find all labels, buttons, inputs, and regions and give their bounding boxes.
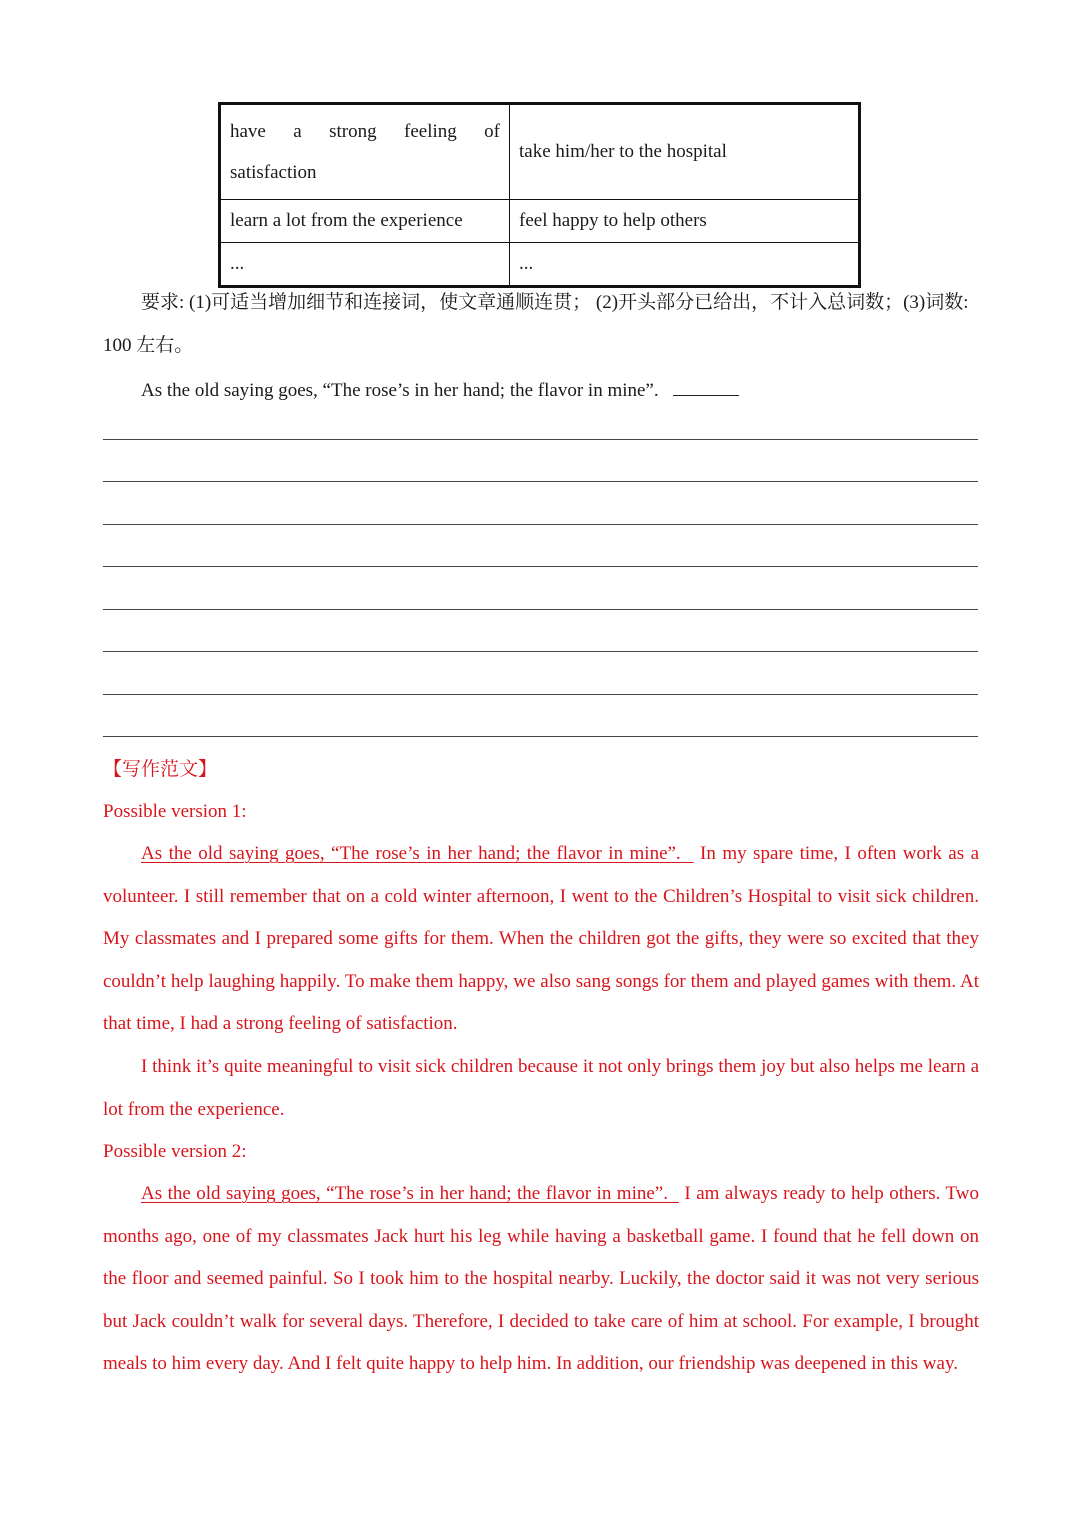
table-cell: have a strong feeling of satisfaction xyxy=(220,104,510,200)
version-2-body: I am always ready to help others. Two months ago, one of my classmates Jack hurt his leg while having a basketball game. I found that he fell down on the floor and seemed painful. So I took him to the hospital nearby. Luckily, the doctor said it was not very serious but Jack couldn’t walk for several days. Therefore, I decided to take care of him at school. For example, I brought meals to him every day. And I felt quite happy to help him. In addition, our friendship was deepened in this way. xyxy=(103,1183,980,1374)
writing-line[interactable] xyxy=(103,651,978,652)
answer-blank[interactable] xyxy=(673,377,739,396)
writing-line[interactable] xyxy=(103,566,978,567)
table-cell: ... xyxy=(510,243,860,287)
version-1-opening: As the old saying goes, “The rose’s in her hand; the flavor in mine”. xyxy=(141,843,681,864)
version-1-label: Possible version 1: xyxy=(103,801,247,822)
table-row xyxy=(220,243,860,287)
hint-table xyxy=(218,102,861,288)
writing-line[interactable] xyxy=(103,736,978,737)
version-2-opening: As the old saying goes, “The rose’s in her hand; the flavor in mine”. xyxy=(141,1183,668,1204)
table-cell: ... xyxy=(220,243,510,287)
table-row xyxy=(220,104,860,200)
version-1-paragraph-1 xyxy=(103,833,979,1046)
opening-sentence: As the old saying goes, “The rose’s in her hand; the flavor in mine”. xyxy=(141,380,659,401)
table-cell: learn a lot from the experience xyxy=(220,200,510,243)
writing-line[interactable] xyxy=(103,524,978,525)
opening-line xyxy=(141,377,739,403)
requirements-line-1: 要求: (1)可适当增加细节和连接词，使文章通顺连贯； (2)开头部分已给出，不计入总词数；(3)词数: xyxy=(141,292,969,313)
version-1-body: In my spare time, I often work as a volunteer. I still remember that on a cold winter afternoon, I went to the Children’s Hospital to visit sick children. My classmates and I prepared some gifts for them. When the children got the gifts, they were so excited that they couldn’t help laughing happily. To make them happy, we also sang songs for them and played games with them. At that time, I had a strong feeling of satisfaction. xyxy=(103,843,980,1034)
version-2-paragraph xyxy=(103,1173,979,1386)
writing-line[interactable] xyxy=(103,439,978,440)
table-row xyxy=(220,200,860,243)
version-1-paragraph-2: I think it’s quite meaningful to visit sick children because it not only brings them joy but also helps me learn a lot from the experience. xyxy=(103,1056,979,1120)
table-cell: take him/her to the hospital xyxy=(510,104,860,200)
sample-heading: 【写作范文】 xyxy=(103,759,218,780)
writing-line[interactable] xyxy=(103,481,978,482)
writing-line[interactable] xyxy=(103,609,978,610)
table-cell: feel happy to help others xyxy=(510,200,860,243)
requirements-line-2: 100 左右。 xyxy=(103,335,194,356)
writing-line[interactable] xyxy=(103,694,978,695)
version-2-label: Possible version 2: xyxy=(103,1141,247,1162)
